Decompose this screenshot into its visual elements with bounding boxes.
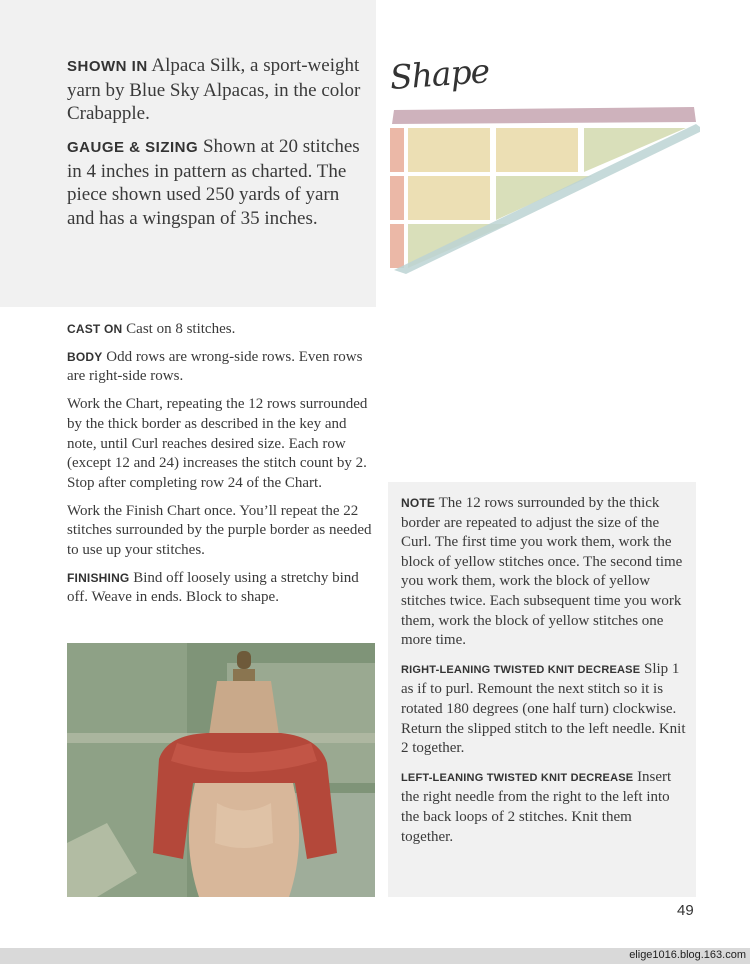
finishing-heading: FINISHING	[67, 570, 130, 585]
cast-on-paragraph	[67, 320, 377, 340]
note-text-block	[401, 494, 686, 856]
footer-bar	[0, 948, 750, 964]
left-decrease-paragraph	[401, 768, 686, 847]
finish-chart-paragraph: Work the Finish Chart once. You’ll repeat the 22 stitches surrounded by the purple border as needed to use up your stitches.	[67, 502, 372, 559]
work-chart-paragraph: Work the Chart, repeating the 12 rows surrounded by the thick border as described in the key and note, until Curl reaches desired size. Each row (except 12 and 24) increases the stitch count by 2. Stop after completing row 24 of the Chart.	[67, 396, 368, 491]
right-decrease-heading: RIGHT-LEANING TWISTED KNIT DECREASE	[401, 663, 641, 676]
note-paragraph	[401, 494, 686, 651]
right-decrease-paragraph	[401, 660, 686, 759]
salmon-strip	[390, 224, 404, 268]
body-heading: BODY	[67, 349, 103, 364]
page-number: 49	[677, 902, 694, 919]
cast-on-text: Cast on 8 stitches.	[126, 321, 236, 337]
garment-photo	[67, 643, 375, 897]
finishing-text: Bind off loosely using a stretchy bind off. Weave in ends. Block to shape.	[67, 569, 359, 606]
yellow-block	[408, 128, 490, 172]
body-text: Odd rows are wrong-side rows. Even rows are right-side rows.	[67, 348, 363, 385]
yellow-block	[408, 176, 490, 220]
green-triangle	[584, 128, 686, 172]
shown-in-heading: SHOWN IN	[67, 58, 148, 75]
note-panel	[388, 482, 696, 897]
purple-border-band	[392, 107, 696, 124]
left-decrease-heading: LEFT-LEANING TWISTED KNIT DECREASE	[401, 771, 634, 784]
salmon-strip	[390, 128, 404, 172]
gauge-heading: GAUGE & SIZING	[67, 139, 199, 156]
yellow-block	[496, 128, 578, 172]
left-decrease-text: Insert the right needle from the right to the left into the back loops of 2 stitches. Knit them together.	[401, 768, 672, 845]
gauge-paragraph	[67, 135, 367, 230]
shown-in-paragraph	[67, 54, 367, 126]
cast-on-heading: CAST ON	[67, 322, 123, 336]
body-paragraph	[67, 348, 377, 387]
shape-schematic	[388, 104, 700, 274]
footer-watermark: elige1016.blog.163.com	[629, 949, 746, 961]
shown-in-text: Alpaca Silk, a sport-weight yarn by Blue Sky Alpacas, in the color Crabapple.	[67, 55, 361, 124]
gauge-text: Shown at 20 stitches in 4 inches in pattern as charted. The piece shown used 250 yards of yarn and has a wingspan of 35 inches.	[67, 136, 360, 229]
instructions-column	[67, 320, 377, 616]
shape-title: Shape	[388, 51, 491, 97]
note-heading: NOTE	[401, 496, 436, 510]
note-text: The 12 rows surrounded by the thick border are repeated to adjust the size of the Curl. The first time you work them, work the block of yellow stitches once. The second time you work them, work the block of yellow stitches twice. Each subsequent time you work them, work the block of yellow stitches one more time.	[401, 495, 683, 649]
finishing-paragraph	[67, 569, 377, 608]
salmon-strip	[390, 176, 404, 220]
right-decrease-text: Slip 1 as if to purl. Remount the next stitch so it is rotated 180 degrees (one half turn) clockwise. Return the slipped stitch to the left needle. Knit 2 together.	[401, 660, 686, 757]
